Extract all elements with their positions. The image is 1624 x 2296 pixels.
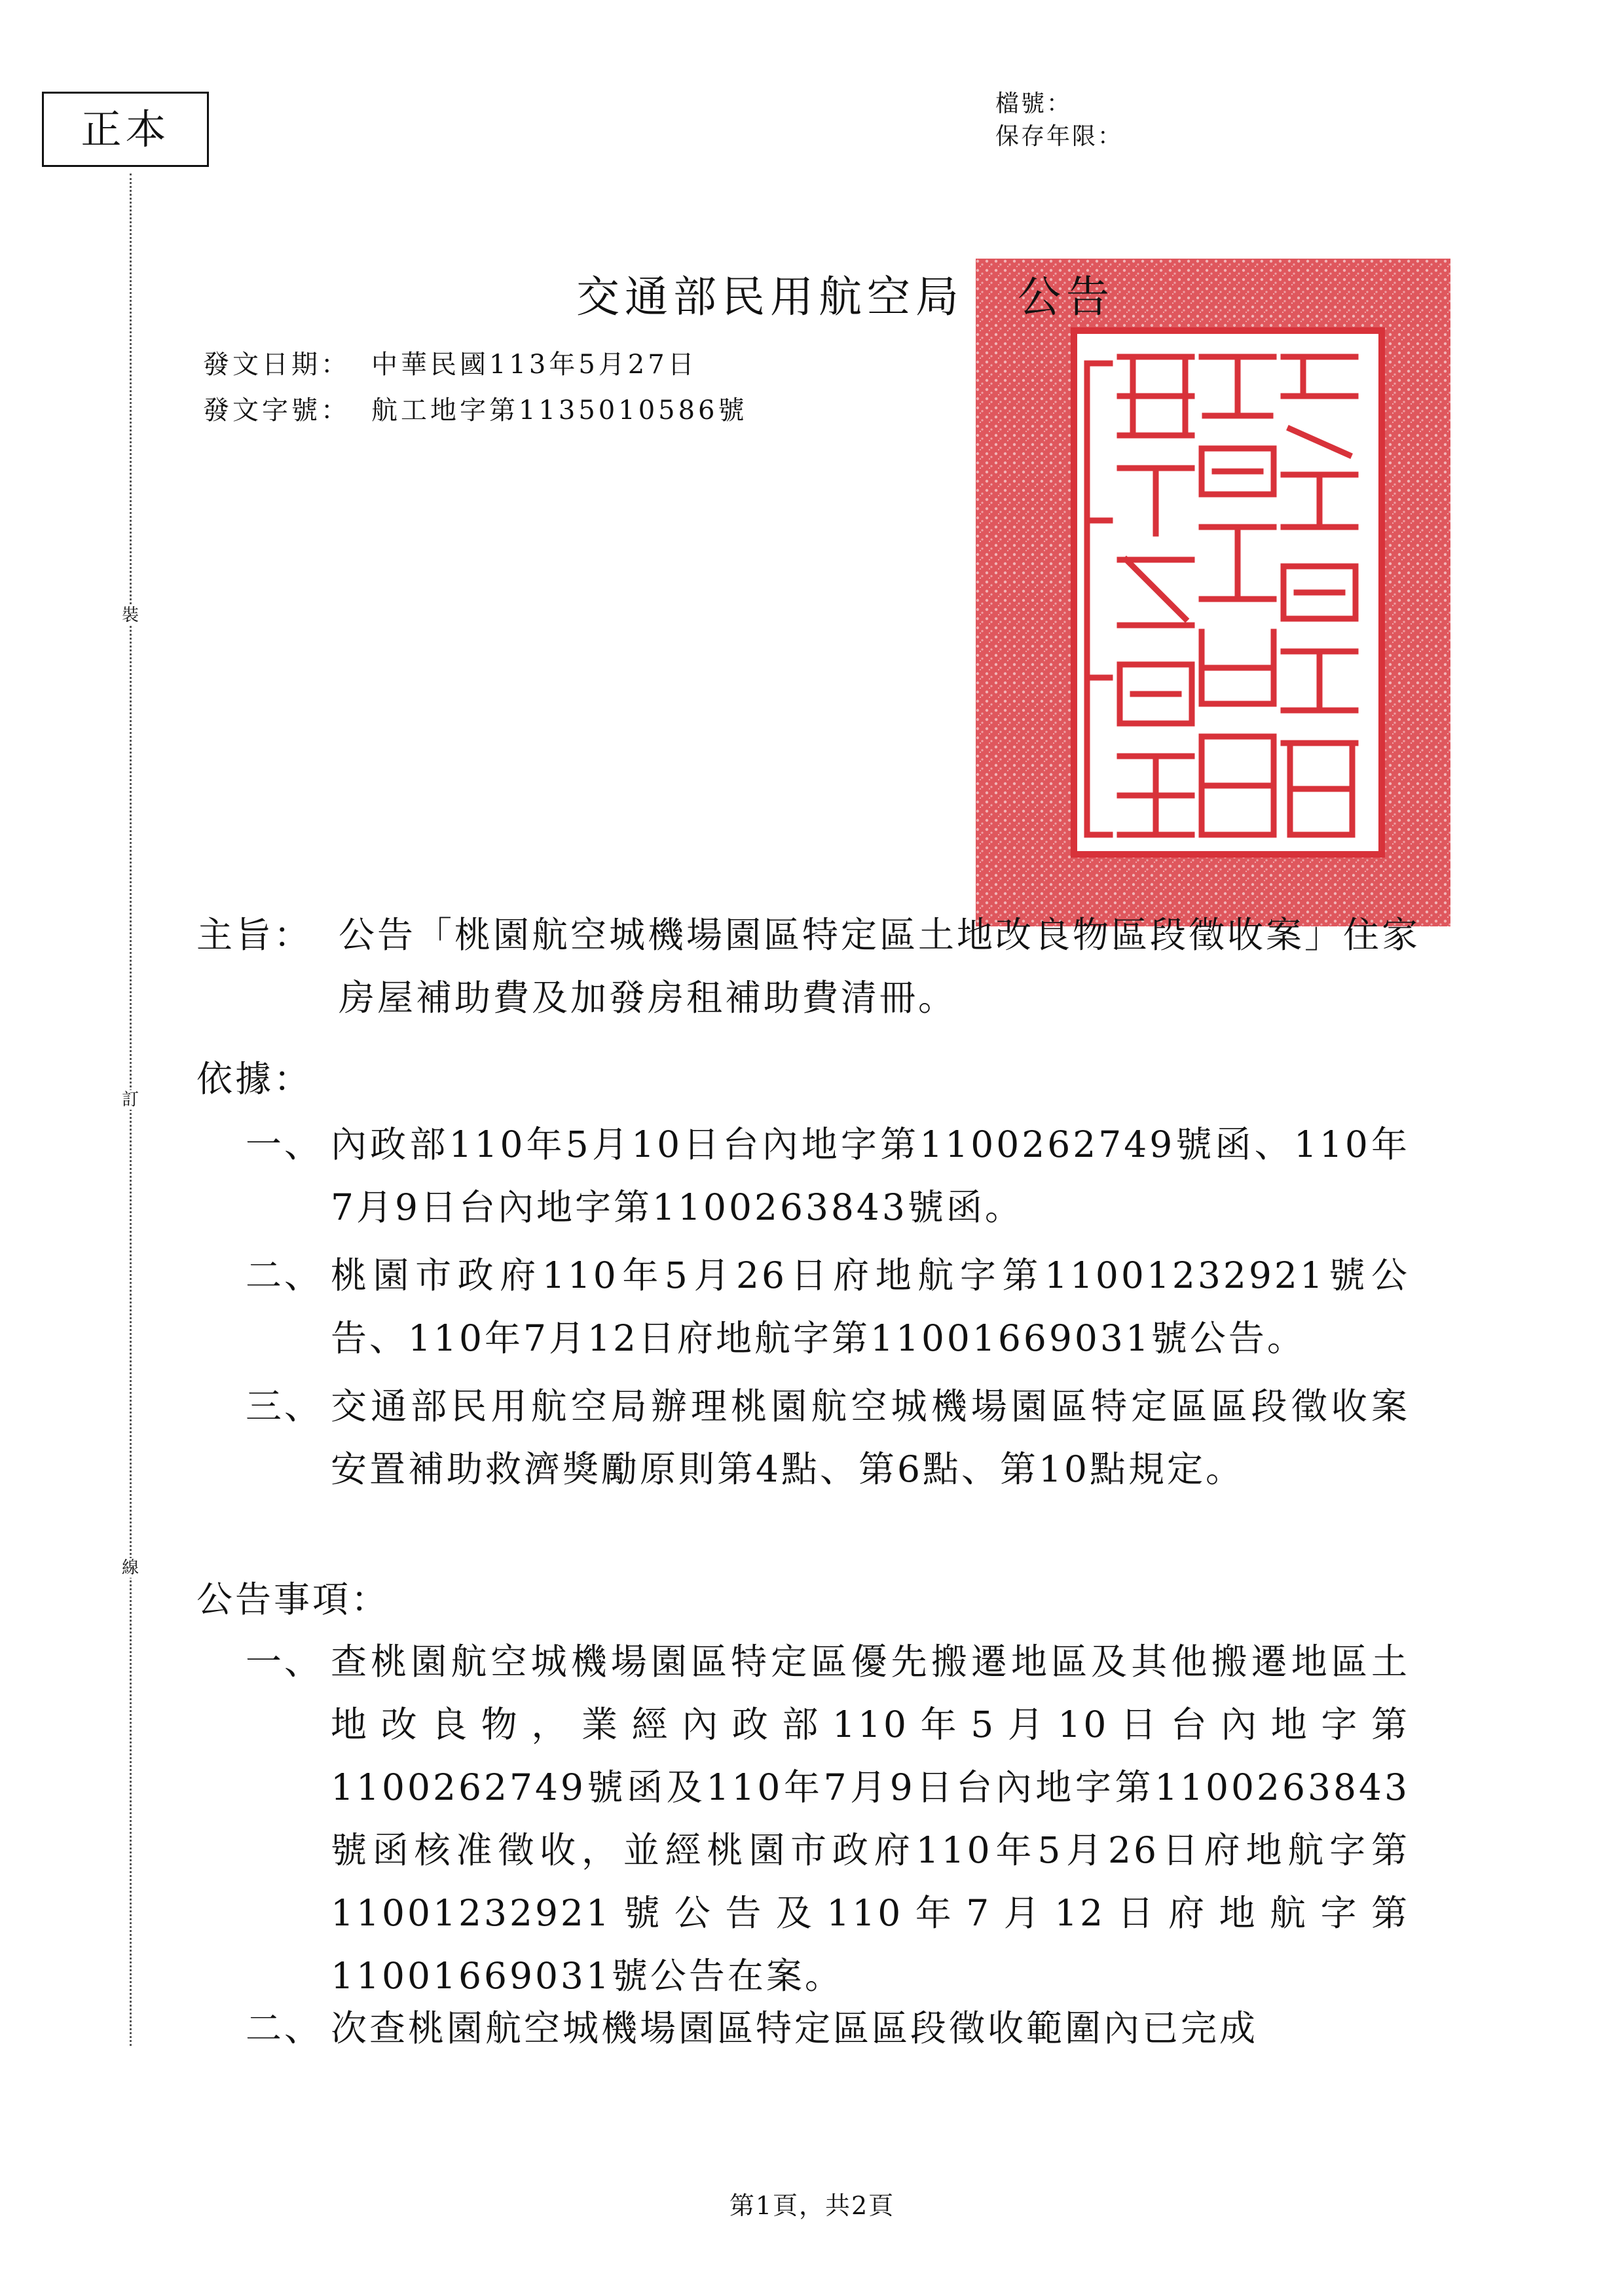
page-number: 第1頁，共2頁	[729, 2191, 895, 2220]
notice-item	[246, 1630, 1424, 2007]
document-title	[576, 262, 1115, 324]
notice-item-text: 次查桃園航空城機場園區特定區區段徵收範圍內已完成	[331, 2007, 1259, 2049]
copy-label: 正本	[42, 92, 209, 167]
subject-text: 公告「桃園航空城機場園區特定區土地改良物區段徵收案」住家房屋補助費及加發房租補助費清冊。	[339, 914, 1421, 1019]
basis-item-text: 交通部民用航空局辦理桃園航空城機場園區特定區區段徵收案安置補助救濟獎勵原則第4點、第6點、第10點規定。	[331, 1385, 1410, 1490]
official-seal-stamp	[976, 259, 1450, 926]
issue-date-row	[203, 344, 697, 381]
binding-line	[130, 173, 132, 2046]
file-number-label: 檔號：	[995, 90, 1073, 117]
issue-date-value: 中華民國113年5月27日	[371, 350, 697, 380]
binding-mark-bind: 裝	[121, 606, 139, 625]
basis-item-number: 一、	[246, 1123, 323, 1165]
subject-label: 主旨：	[196, 914, 313, 956]
subject-section	[196, 903, 1441, 1029]
notice-item-number: 二、	[246, 2007, 323, 2049]
basis-heading: 依據：	[196, 1058, 313, 1100]
basis-item-text: 桃園市政府110年5月26日府地航字第11001232921號公告、110年7月12日府地航字第11001669031號公告。	[331, 1254, 1410, 1359]
issuing-agency: 交通部民用航空局	[576, 272, 964, 322]
issue-date-label: 發文日期：	[203, 350, 350, 380]
binding-mark-staple: 訂	[121, 1090, 139, 1110]
notice-heading: 公告事項：	[196, 1578, 390, 1620]
retention-period-label: 保存年限：	[995, 123, 1124, 150]
basis-item	[246, 1113, 1424, 1239]
basis-item-number: 三、	[246, 1385, 323, 1427]
binding-mark-line: 線	[121, 1558, 139, 1578]
reference-number-label: 發文字號：	[203, 395, 350, 426]
notice-item	[246, 1997, 1424, 2060]
basis-item	[246, 1244, 1424, 1370]
reference-number-value: 航工地字第1135010586號	[371, 395, 748, 426]
document-type: 公告	[1018, 272, 1115, 322]
reference-number-row	[203, 390, 748, 427]
basis-item-number: 二、	[246, 1254, 323, 1296]
notice-item-text: 查桃園航空城機場園區特定區優先搬遷地區及其他搬遷地區土地改良物，業經內政部110年5月10日台內地字第1100262749號函及110年7月9日台內地字第1100263843號函核准徵收，並經桃園市政府110年5月26日府地航字第11001232921號公告及110年7月12日府地航字第11001669031號公告在案。	[331, 1641, 1410, 1997]
basis-item	[246, 1375, 1424, 1501]
notice-item-number: 一、	[246, 1641, 323, 1683]
basis-item-text: 內政部110年5月10日台內地字第1100262749號函、110年7月9日台內地字第1100263843號函。	[331, 1123, 1410, 1228]
